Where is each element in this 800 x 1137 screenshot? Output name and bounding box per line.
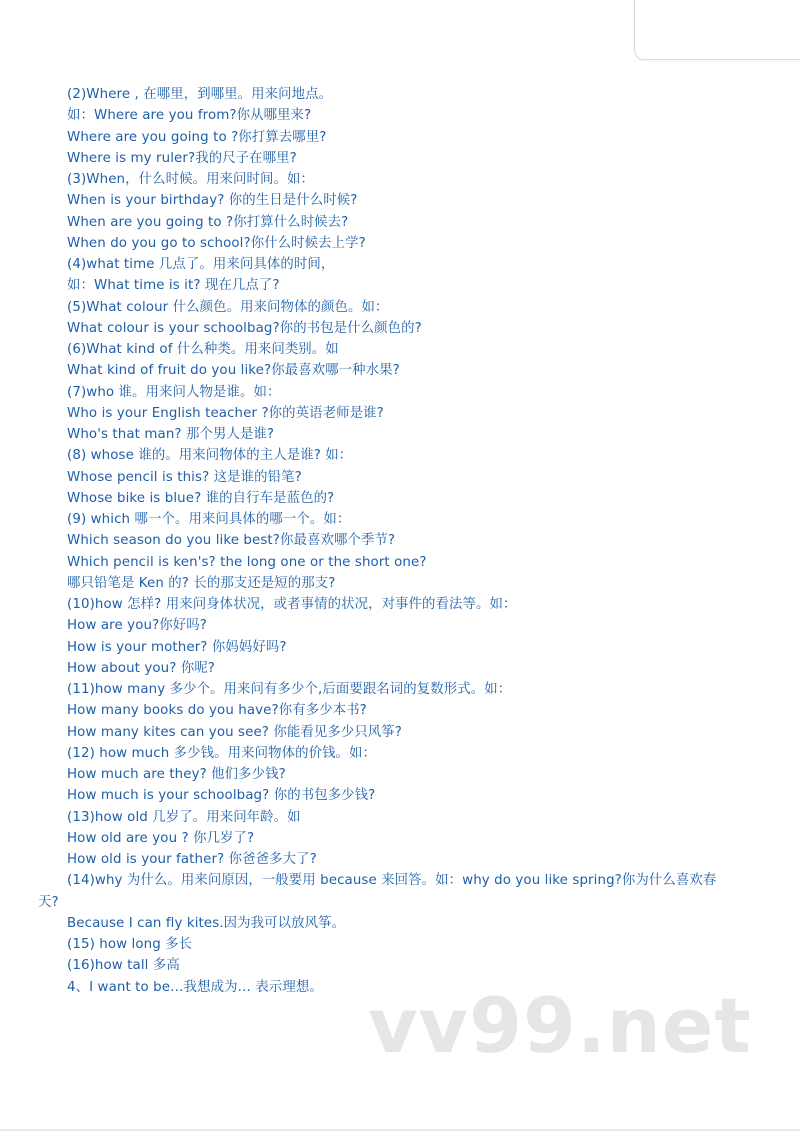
text-line: (11)how many 多少个。用来问有多少个,后面要跟名词的复数形式。如： bbox=[67, 682, 512, 697]
text-line: (5)What colour 什么颜色。用来问物体的颜色。如： bbox=[67, 299, 389, 315]
text-line: How much are they? 他们多少钱? bbox=[67, 767, 286, 782]
text-line: Where are you going to ?你打算去哪里? bbox=[67, 129, 327, 145]
text-line: (7)who 谁。用来问人物是谁。如： bbox=[67, 384, 281, 400]
bottom-divider bbox=[0, 1129, 800, 1131]
text-line: How is your mother? 你妈妈好吗? bbox=[67, 639, 287, 655]
text-line: How are you?你好吗? bbox=[67, 618, 207, 634]
text-line: Whose pencil is this? 这是谁的铅笔? bbox=[67, 469, 302, 485]
text-line: (13)how old 几岁了。用来问年龄。如 bbox=[67, 809, 301, 825]
text-line: Where is my ruler?我的尺子在哪里? bbox=[67, 150, 297, 166]
text-line: (15) how long 多长 bbox=[67, 937, 193, 952]
text-line: When do you go to school?你什么时候去上学? bbox=[67, 235, 366, 251]
page-corner-tab bbox=[634, 0, 800, 60]
text-line: (4)what time 几点了。用来问具体的时间， bbox=[67, 257, 335, 272]
text-line: (9) which 哪一个。用来问具体的哪一个。如： bbox=[67, 512, 351, 527]
text-line: 如：What time is it? 现在几点了? bbox=[67, 278, 280, 294]
text-line: 如：Where are you from?你从哪里来? bbox=[67, 108, 312, 124]
text-line: (6)What kind of 什么种类。用来问类别。如 bbox=[67, 342, 339, 357]
text-line: How about you? 你呢? bbox=[67, 660, 216, 676]
text-line: What colour is your schoolbag?你的书包是什么颜色的? bbox=[67, 320, 422, 336]
text-line: When is your birthday? 你的生日是什么时候? bbox=[67, 193, 358, 209]
text-line: (2)Where , 在哪里，到哪里。用来问地点。 bbox=[67, 87, 333, 102]
text-line: Who's that man? 那个男人是谁? bbox=[67, 427, 275, 442]
text-line: (8) whose 谁的。用来问物体的主人是谁? 如： bbox=[67, 448, 353, 464]
text-line: How old are you ? 你几岁了? bbox=[67, 830, 255, 846]
text-line: How much is your schoolbag? 你的书包多少钱? bbox=[67, 788, 376, 804]
text-line: (14)why 为什么。用来问原因，一般要用 because 来回答。如：why do you like spring?你为什么喜欢春 bbox=[67, 873, 717, 889]
text-line: What kind of fruit do you like?你最喜欢哪一种水果? bbox=[67, 363, 400, 379]
text-line: How many kites can you see? 你能看见多少只风筝? bbox=[67, 724, 402, 740]
text-line: How many books do you have?你有多少本书? bbox=[67, 703, 367, 719]
text-line: When are you going to ?你打算什么时候去? bbox=[67, 214, 349, 230]
text-line: 哪只铅笔是 Ken 的? 长的那支还是短的那支? bbox=[67, 575, 336, 591]
text-line: (12) how much 多少钱。用来问物体的价钱。如： bbox=[67, 745, 377, 761]
text-line: 4、I want to be…我想成为… 表示理想。 bbox=[67, 979, 323, 995]
text-line: How old is your father? 你爸爸多大了? bbox=[67, 852, 317, 867]
text-line: Who is your English teacher ?你的英语老师是谁? bbox=[67, 405, 384, 421]
document-body bbox=[0, 84, 800, 998]
text-line: Which season do you like best?你最喜欢哪个季节? bbox=[67, 533, 396, 549]
watermark: vv99.net bbox=[368, 981, 752, 1070]
text-line: (16)how tall 多高 bbox=[67, 958, 180, 974]
text-line: (10)how 怎样? 用来问身体状况，或者事情的状况，对事件的看法等。如： bbox=[67, 597, 517, 612]
text-line: Because I can fly kites.因为我可以放风筝。 bbox=[67, 915, 346, 931]
text-line: Whose bike is blue? 谁的自行车是蓝色的? bbox=[67, 490, 335, 506]
text-line: (3)When，什么时候。用来问时间。如： bbox=[67, 172, 314, 187]
text-line: Which pencil is ken's? the long one or the short one? bbox=[67, 554, 427, 570]
text-line-wrap: 天? bbox=[38, 894, 59, 910]
